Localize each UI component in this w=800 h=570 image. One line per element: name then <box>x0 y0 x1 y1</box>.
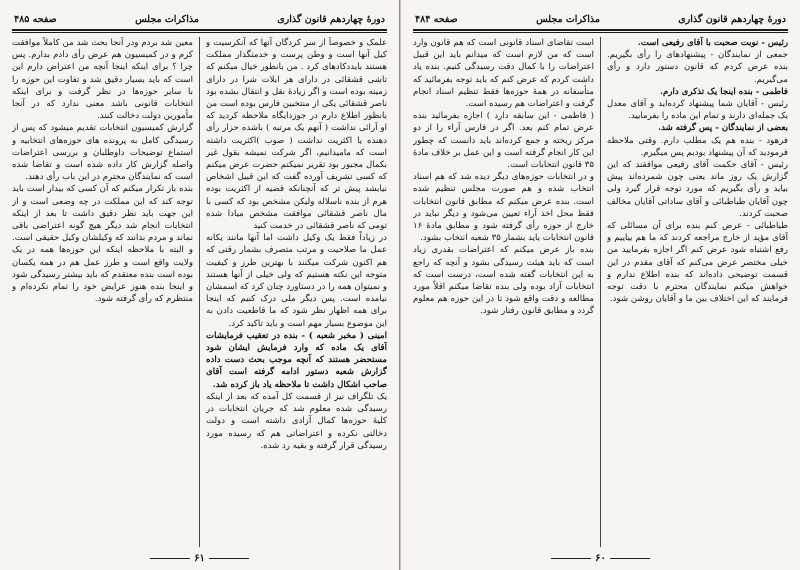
right-header-page-label: صفحه ۴۸۴ <box>415 13 458 25</box>
paragraph: ( فاطمی - این سابقه دارد ) اجازه بفرمائید بنده عرض تمام کنم بعد. اگر در فارس آراء را از دو مرکز ریخته و جمع کرده‌اند باید دانست که چطور این کار انجام گرفته است و این عمل بر خلاف مادهٔ ۳۵ قانون انتخابات است. <box>413 111 594 171</box>
left-header-rule-thin <box>12 32 387 33</box>
speaker-paragraph: فرهود - بنده هم یک مطلب دارم. وقتی ملاحظه فرمودید که آن پیشنهاد بودیم پس میگیرم. <box>607 135 788 158</box>
left-page-right-column <box>206 37 387 547</box>
paragraph: علمک و خصوصاً از سر کردگان آنها که آنکرسیت و کیل آنها است و وطن پرست و خدمتگذار مملکت هستند بایددکادهای کرد . من بانطور خیال میکنم که تاشی قشقائی در دارای هر ایلات شرا در دارای زمینه بوده است و اگر زیادهٔ نقل و انتقال بشده بود ناصر قشقائی یکی از منتخبین فارس بوده است من بانظور اطلاع دارم در جوزدایگاه ملاحظه کردید که او آرائی نداشت ( آنهم یک مرتبه ) باشده حزار رأی دهنده یا اکثریت نداشت ( صوب )اکثریت داشته است که مامیدانیم، اگر شرکت نمیشه بقول غیر بکمال مجبور بود تقریر نمیکنم حضرت عرض میکنم که کسی تشریف آورده گفت که این قبیل اشخاص نیابشد پیش تر که آنچنانکه قضیه از اکثریت بوده هرم از بنده ناسلاله ولیکن مشخص بود که کسی با مال ناصر قشقائی موافقت مشخص میادا شده تومی که ناصر قشقائی در خدمت کنید <box>206 38 387 232</box>
left-header-term: دورهٔ چهاردهم قانون گذاری <box>277 13 385 25</box>
right-page-right-column <box>607 37 788 547</box>
speaker-paragraph: فاطمی - بنده اینجا یک تذکری دارم. <box>660 86 788 97</box>
speaker-paragraph: رئیس - آقایان شما پیشنهاد کرده‌اید و آقای معدل یک جمله‌ای دارند و تمام این ماده را بفرمایید. <box>607 99 788 122</box>
right-header-session: مذاکرات مجلس <box>536 13 600 25</box>
paragraph: و البته با ملاحظه اینکه این حوزه‌ها همه در یک ولایت واقع است و طرز عمل هم در همه یکسان بوده است بنده معتقدم که باید بیشتر رسیدگی شود و اینجا بنده هنوز عرایض خود را تمام نکرده‌ام و منتظرم که رأی گرفته شود. <box>12 245 193 305</box>
right-page-header <box>411 12 790 26</box>
paragraph: امینی ( مخبر شعبه ) - بنده در تعقیب فرمایشات آقای یک ماده که وارد فرمایش ایشان شود مستحضر هستند که آنچه موجب بحث دست داده گزارش شعبه دستور ادامه گرفته است آقای صاحب اشکال داشت تا ملاحظه یاد باز کرده شد. <box>206 330 387 390</box>
speaker-paragraph: جمعی از نمایندگان - پیشنهادهای را رأی بگیریم. بنده عرض کردم که قانون دستور دارد و رأی می‌گیریم. <box>607 50 788 85</box>
right-page-columns <box>411 37 790 547</box>
speaker-paragraph: رئیس - آقای حکمت آقای رفیعی موافقند که این گزارش یک روز ماند یعنی چون شمرده‌اند پیش بیاید و رأی بگیریم که مورد توجه قرار گیرد ولی چون آقایان طباطبائی و آقای ساداتی آقایان مخالف صحبت کردند. <box>607 160 788 219</box>
left-header-page-label: صفحه ۴۸۵ <box>14 13 57 25</box>
left-page-number: ۶۱ <box>194 553 205 564</box>
paragraph: و در انتخابات حوزه‌های دیگر دیده شد که هم اسناد انتخاب شده و هم صورت مجلس تنظیم شده است. بنده عرض میکنم که مطابق قانون انتخابات فقط محل اخذ آراء تعیین می‌شود و دیگر نباید در خارج از حوزه رأی گرفته شود و مطابق مادهٔ ۱۶ قانون انتخابات باید بشمار ۳۵ شعبه انتخاب بشود. <box>413 172 594 244</box>
right-page-left-column <box>413 37 594 547</box>
right-header-term: دورهٔ چهاردهم قانون گذاری <box>678 13 786 25</box>
left-page-header <box>10 12 389 26</box>
paragraph: گزارش کمیسیون انتخابات تقدیم میشود که پس از رسیدگی کامل به پرونده های حوزه‌های انتخابیه و استماع توضیحات داوطلبان و بررسی اعتراضات واصله گزارش کار داده شده است و تقاضا شده است که نمایندگان محترم در این باب رأی دهند. <box>12 123 193 183</box>
paragraph: در زیاداً فقط یک وکیل داشت اما آنها مانند یکانه عمل ما صلاحیت و مرتب متصرف بشمار رقتی که هم اکنون شرکت میکنند با بهترین طرز و کیفیت متوجه این نکته هستیم که ولی خیلی از آنها هستند و نمیتوان همه را در دستاورد چنان کرد که اسمشان نیامده است. پس دیگر ملی درک کنیم که اینجا برای همه اظهار نظر شود که ما قاطعیت دادن به این موضوع بسیار مهم است و باید تاکید کرد. <box>206 233 387 329</box>
column-divider <box>600 37 601 547</box>
right-page <box>400 0 800 570</box>
speaker-paragraph: رئیس - نوبت صحبت با آقای رفیعی است. <box>637 38 788 48</box>
paragraph: بنده باز تکرار میکنم که آن کسی که بیدار است باید توجه کند که این مملکت در چه وضعی است و از این جهت باید نظر دقیق داشت تا بعد از اینکه انتخابات انجام شد دیگر هیچ گونه اعتراضی باقی نماند و مردم بدانند که وکیلشان وکیل حقیقی است. <box>12 184 193 244</box>
right-page-number: ۶۰ <box>595 553 606 564</box>
left-page-columns <box>10 37 389 547</box>
right-header-rule-thin <box>413 32 788 33</box>
paragraph: معین شد بردم ودر آنجا بحث شد من کاملاً موافقت کرم و در کمیسیون هم عرض رأی دادم بدارم. پس چرا ؟ برای اینکه اینجا آنچه من اعتراض دارم این است که باید بسیار دقیق شد و تفاوت این حوزه را با سایر حوزه‌ها در نظر گرفت و برای اینکه انتخابات قانونی باشد معنی ندارد که در آنجا مأمورین دولت دخالت کنند. <box>12 38 193 122</box>
left-page-left-column <box>12 37 193 547</box>
left-header-rule <box>12 29 387 31</box>
speaker-paragraph: بعضی از نمایندگان - پس گرفته شد. <box>658 123 788 134</box>
paragraph: یک تلگراف نیز از قسمت کل آمده که بعد از اینکه رسیدگی شده معلوم شد که جریان انتخابات در کلیهٔ حوزه‌ها کمال آزادی داشته است و دولت دخالتی نکرده و اعتراضاتی هم که رسیده مورد رسیدگی قرار گرفته و بقیه رد شده. <box>206 391 387 451</box>
left-page-footer <box>0 553 399 564</box>
right-page-footer <box>401 553 800 564</box>
left-header-session: مذاکرات مجلس <box>135 13 199 25</box>
column-divider <box>199 37 200 547</box>
right-header-rule <box>413 29 788 31</box>
speaker-paragraph: طباطبائی - عرض کنم بنده برای آن مسائلی که آقای مؤید از خارج مراجعه کردند که ما هم بیاییم و رفع اشتباه شود عرض کنم اگر اجازه بفرمایید من خیلی مختصر عرض می‌کنم که آقای مقدم در این قسمت توضیحی داده‌اند که بنده اطلاع ندارم و خواهش میکنم نمایندگان محترم با دقت توجه فرمایند که این اختلاف بین ما و آقایان روشن شود. <box>607 221 788 305</box>
paragraph: است تقاضای اسناد قانونی است که هم قانون وارد است که من لازم است که میدانم باید این قبیل اعتراضات را با کمال دقت رسیدگی کنیم. بنده یاد داشت کردم که عرض کنم که باید توجه بفرمائید که متأسفانه در همهٔ حوزه‌ها فقط تنظیم اسناد انجام گرفت و اعتراضات هم رسیده است. <box>413 38 594 110</box>
paragraph: بنده باز عرض میکنم که اعتراضات بقدری زیاد است که باید هیئت رسیدگی بشود و آنچه که راجع به این انتخابات گفته شده است، درست است که انتخابات آزاد بوده ولی بنده تقاضا میکنم اقلاً مورد مطالعه و دقت واقع شود تا در این حوزه هم معلوم گردد و مطابق قانون رفتار شود. <box>413 245 594 317</box>
